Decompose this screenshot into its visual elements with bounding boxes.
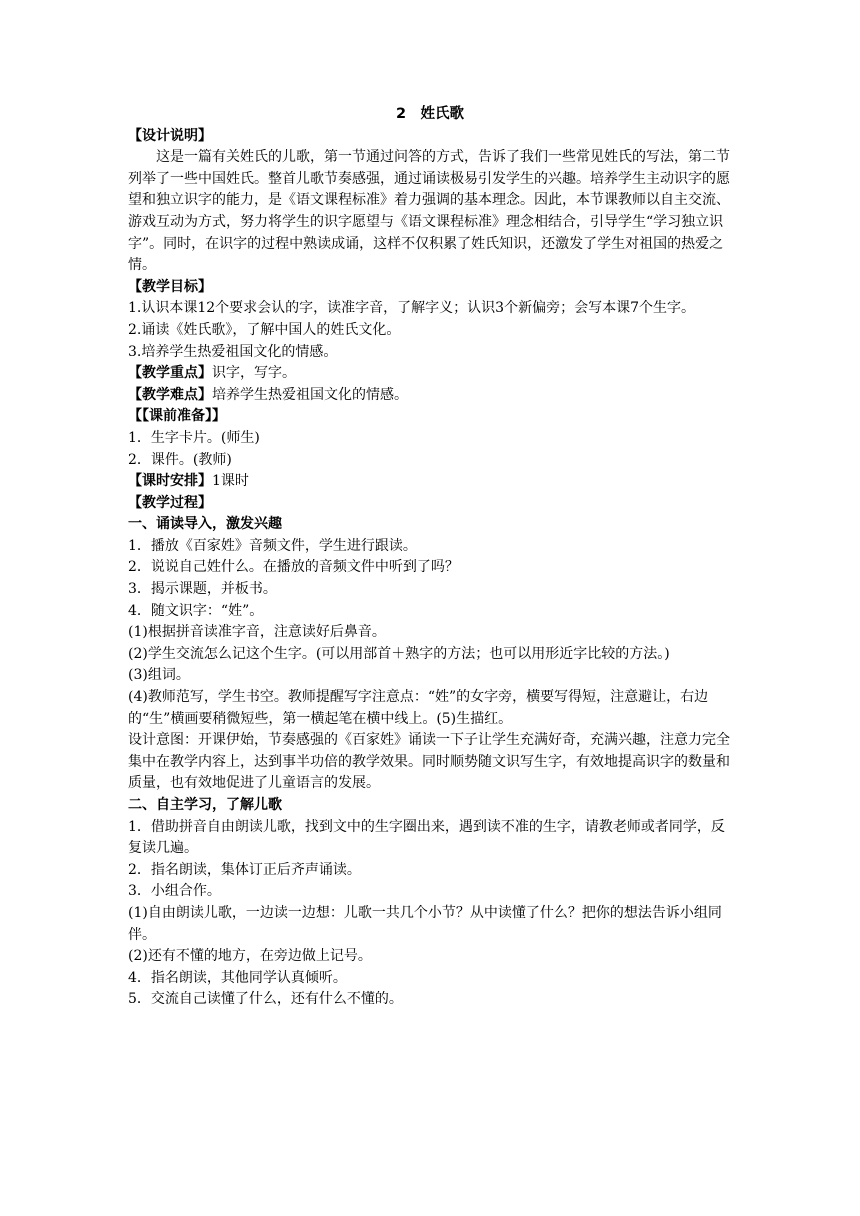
section1-item: 3．揭示课题，并板书。	[128, 581, 277, 598]
section1-heading: 一、诵读导入，激发兴趣	[128, 516, 282, 533]
difficulty-line	[128, 385, 732, 407]
focus-label: 【教学重点】	[128, 365, 212, 382]
design-heading: 【设计说明】	[128, 127, 212, 144]
goal-item: 3.培养学生热爱祖国文化的情感。	[128, 343, 338, 360]
section1-item: (4)教师范写，学生书空。教师提醒写字注意点：“姓”的女字旁，横要写得短，注意避让，右边的“生”横画要稍微短些，第一横起笔在横中线上。(5)生描红。	[128, 689, 709, 727]
section2-item: (2)还有不懂的地方，在旁边做上记号。	[128, 948, 372, 965]
goal-item: 2.诵读《姓氏歌》，了解中国人的姓氏文化。	[128, 321, 401, 338]
section2-item: 1．借助拼音自由朗读儿歌，找到文中的生字圈出来，遇到读不准的生字，请教老师或者同学，反复读几遍。	[128, 818, 725, 857]
goal-item: 1.认识本课12个要求会认的字，读准字音，了解字义；认识3个新偏旁；会写本课7个生字。	[128, 300, 695, 317]
difficulty-text: 培养学生热爱祖国文化的情感。	[212, 386, 408, 403]
section1-item: (1)根据拼音读准字音，注意读好后鼻音。	[128, 624, 386, 641]
prep-item: 1．生字卡片。(师生)	[128, 429, 260, 446]
schedule-line	[128, 471, 732, 493]
section1-item: 2．说说自己姓什么。在播放的音频文件中听到了吗？	[128, 559, 459, 576]
design-intent: 设计意图：开课伊始，节奏感强的《百家姓》诵读一下子让学生充满好奇，充满兴趣，注意力完全集中在教学内容上，达到事半功倍的教学效果。同时顺势随文识写生字，有效地提高识字的数量和质量，也有效地促进了儿童语言的发展。	[128, 732, 730, 792]
goals-heading: 【教学目标】	[128, 278, 212, 295]
section2-heading: 二、自主学习，了解儿歌	[128, 797, 282, 813]
focus-text: 识字，写字。	[212, 365, 296, 382]
schedule-label: 【课时安排】	[128, 473, 212, 490]
section1-item: 4．随文识字：“姓”。	[128, 602, 264, 619]
difficulty-label: 【教学难点】	[128, 386, 212, 403]
process-heading: 【教学过程】	[128, 494, 212, 511]
page-title: 2 姓氏歌	[395, 106, 465, 122]
section2-item: (1)自由朗读儿歌，一边读一边想：儿歌一共几个小节？从中读懂了什么？把你的想法告诉小组同伴。	[128, 904, 722, 943]
prep-item: 2．课件。(教师)	[128, 451, 232, 468]
prep-heading: 【【课前准备】】	[128, 408, 226, 425]
design-body: 这是一篇有关姓氏的儿歌，第一节通过问答的方式，告诉了我们一些常见姓氏的写法，第二节列举了一些中国姓氏。整首儿歌节奏感强，通过诵读极易引发学生的兴趣。培养学生主动识字的愿望和独立识字的能力，是《语文课程标准》着力强调的基本理念。因此，本节课教师以自主交流、游戏互动为方式，努力将学生的识字愿望与《语文课程标准》理念相结合，引导学生“学习独立识字”。同时，在识字的过程中熟读成诵，这样不仅积累了姓氏知识，还激发了学生对祖国的热爱之情。	[128, 149, 730, 274]
section2-item: 3．小组合作。	[128, 883, 221, 900]
section2-item: 2．指名朗读，集体订正后齐声诵读。	[128, 861, 361, 878]
section1-item: (3)组词。	[128, 667, 190, 684]
section2-item: 4．指名朗读，其他同学认真倾听。	[128, 969, 347, 986]
section1-item: 1．播放《百家姓》音频文件，学生进行跟读。	[128, 537, 417, 554]
section2-item: 5．交流自己读懂了什么，还有什么不懂的。	[128, 991, 403, 1008]
lesson-document	[128, 104, 732, 1011]
focus-line	[128, 363, 732, 385]
section1-item: (2)学生交流怎么记这个生字。(可以用部首＋熟字的方法；也可以用形近字比较的方法。)	[128, 645, 670, 662]
schedule-text: 1课时	[212, 473, 249, 490]
